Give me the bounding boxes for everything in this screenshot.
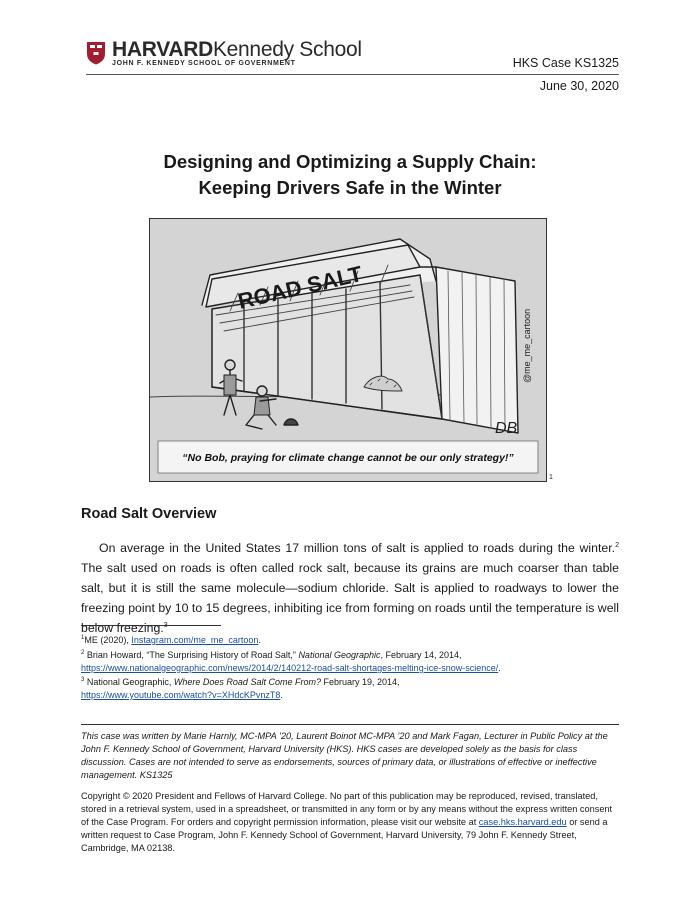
footnote-1-link[interactable]: Instagram.com/me_me_cartoon (131, 635, 259, 645)
footnote-2-link[interactable]: https://www.nationalgeographic.com/news/2014/2/140212-road-salt-shortages-melting-ice-snow-science/ (81, 663, 499, 673)
paragraph-text-1: On average in the United States 17 million tons of salt is applied to roads during the winter. (99, 541, 616, 555)
case-program-link[interactable]: case.hks.harvard.edu (478, 817, 567, 827)
case-date: June 30, 2020 (539, 79, 619, 93)
body-paragraph (81, 538, 619, 638)
road-salt-cartoon (149, 218, 547, 482)
footnote-1 (81, 634, 641, 647)
note-divider (81, 724, 619, 725)
footnote-2-date: , February 14, 2014, (380, 650, 462, 660)
cartoon-credit: @me_me_cartoon (522, 308, 532, 383)
footnote-3-date: February 19, 2014, (320, 677, 400, 687)
logo-subtitle: JOHN F. KENNEDY SCHOOL OF GOVERNMENT (112, 60, 296, 67)
cartoon-footnote-mark: 1 (549, 474, 553, 481)
copyright-notice (81, 790, 621, 855)
footnote-2-mark: 2 (81, 650, 85, 656)
copyright-tail: or send a written request to Case Program, John F. Kennedy School of Government, Harvard University, 79 John F. Kennedy Street, Cambridge, MA 02138. (81, 817, 608, 853)
footnote-1-text: ME (2020), (84, 635, 132, 645)
logo-kennedy-school: Kennedy School (212, 38, 362, 61)
footnote-ref-3[interactable]: 3 (163, 621, 168, 629)
footnote-divider (81, 625, 221, 626)
footnote-2-source: National Geographic (298, 650, 381, 660)
paragraph-text-2: The salt used on roads is often called rock salt, because its grains are much coarser than table salt, but it is still the same molecule—sodium chloride. Salt is applied to roadways to lower the freezing point by 10 to 15 degrees, inhibiting ice from forming on roads until the temperature is well below freezing. (81, 561, 619, 635)
section-heading: Road Salt Overview (81, 506, 217, 522)
road-salt-sign: ROAD SALT (235, 261, 365, 314)
document-title-line1: Designing and Optimizing a Supply Chain: (163, 151, 537, 172)
copyright-text: Copyright © 2020 President and Fellows of Harvard College. No part of this publication may be reproduced, revised, translated, stored in a retrieval system, used in a spreadsheet, or transmitted in any form or by any means without the express written consent of the Case Program. For orders and copyright permission information, please visit our website at (81, 791, 613, 827)
cartoon-caption: “No Bob, praying for climate change cannot be our only strategy!” (182, 452, 514, 464)
document-title-line2: Keeping Drivers Safe in the Winter (198, 177, 502, 198)
header-divider (86, 74, 619, 75)
logo-wordmark (112, 38, 362, 62)
footnote-3-title: Where Does Road Salt Come From? (173, 677, 321, 687)
footnote-ref-2[interactable]: 2 (615, 541, 619, 549)
logo-harvard: HARVARD (112, 38, 213, 61)
footnote-1-tail: . (258, 635, 261, 645)
footnote-3-mark: 3 (81, 677, 85, 683)
case-number: HKS Case KS1325 (512, 56, 619, 70)
harvard-shield-icon (86, 41, 106, 65)
footnote-2-text: Brian Howard, “The Surprising History of Road Salt,” (84, 650, 299, 660)
case-note: This case was written by Marie Harnly, MC-MPA ’20, Laurent Boinot MC-MPA ’20 and Mark Fagan, Lecturer in Public Policy at the John F. Kennedy School of Government, Harvard University (HKS). HKS cases are developed solely as the basis for class discussion. Cases are not intended to serve as endorsements, sources of primary data, or illustrations of effective or ineffective management. KS1325 (81, 731, 608, 780)
footnote-3-link[interactable]: https://www.youtube.com/watch?v=XHdcKPvnzT8 (81, 690, 281, 700)
footnote-3 (81, 676, 641, 702)
footnote-2-tail: . (498, 663, 501, 673)
footnote-3-text: National Geographic, (84, 677, 174, 687)
footnote-1-mark: 1 (81, 635, 85, 641)
footnote-2 (81, 649, 641, 675)
footnote-3-tail: . (280, 690, 283, 700)
cartoon-signature: DB (495, 420, 518, 437)
